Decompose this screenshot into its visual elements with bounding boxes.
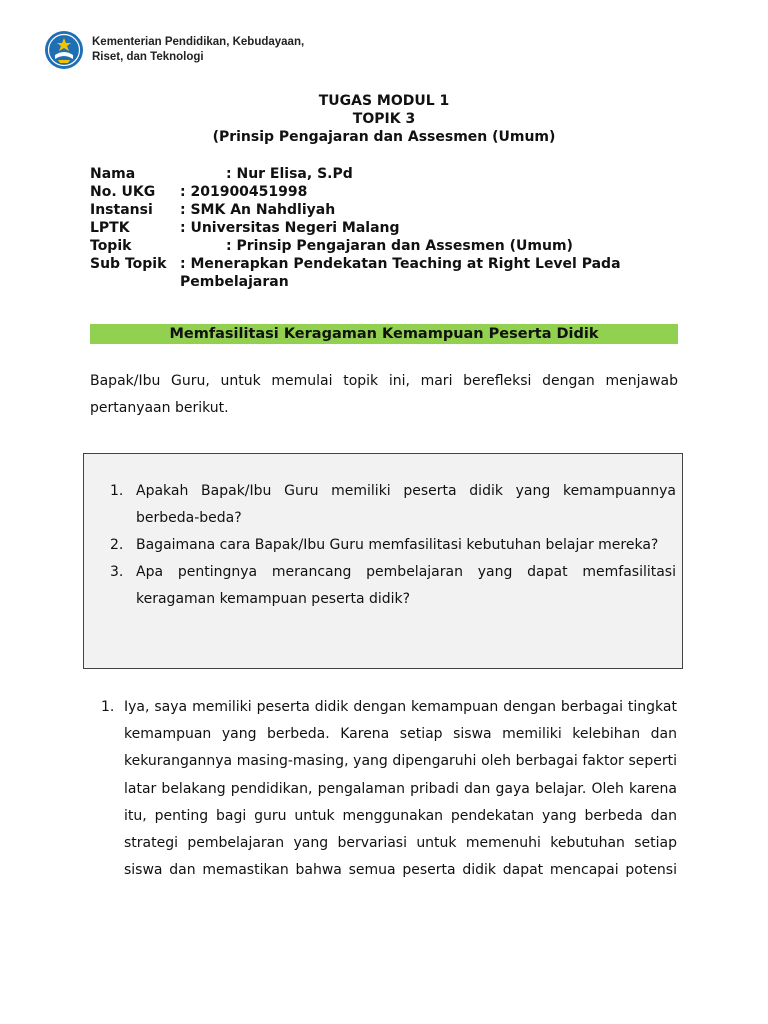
header <box>44 28 304 72</box>
info-value: : Menerapkan Pendekatan Teaching at Right Level Pada Pembelajaran <box>180 256 621 290</box>
list-number: 1. <box>110 483 124 499</box>
info-value: : SMK An Nahdliyah <box>180 202 336 218</box>
question-box <box>83 453 683 669</box>
list-number: 3. <box>110 564 124 580</box>
question-text: Apakah Bapak/Ibu Guru memiliki peserta didik yang kemampuannya berbeda-beda? <box>136 483 676 526</box>
info-label: No. UKG <box>90 184 156 200</box>
info-label: Nama <box>90 166 136 182</box>
info-row-no-ukg <box>90 183 670 201</box>
section-banner: Memfasilitasi Keragaman Kemampuan Peserta Didik <box>90 324 678 344</box>
list-item <box>110 532 676 559</box>
title-line-1: TUGAS MODUL 1 <box>318 93 450 109</box>
list-number: 1. <box>101 699 115 715</box>
kemendikbud-logo-icon <box>44 28 84 72</box>
answer-text: Iya, saya memiliki peserta didik dengan kemampuan dengan berbagai tingkat kemampuan yang berbeda. Karena setiap siswa memiliki kelebihan dan kekurangannya masing-masing, yang dipengaruhi oleh berbagai faktor seperti latar belakang pendidikan, pengalaman pribadi dan gaya belajar. Oleh karena itu, penting bagi guru untuk menggunakan pendekatan yang berbeda dan strategi pembelajaran yang bervariasi untuk memenuhi kebutuhan setiap siswa dan memastikan bahwa semua peserta didik dapat mencapai potensi <box>124 699 677 879</box>
list-number: 2. <box>110 537 124 553</box>
question-text: Apa pentingnya merancang pembelajaran yang dapat memfasilitasi keragaman kemampuan peserta didik? <box>136 564 676 607</box>
question-list <box>110 478 676 613</box>
info-label: LPTK <box>90 220 130 236</box>
info-value: : Universitas Negeri Malang <box>180 220 400 236</box>
intro-paragraph: Bapak/Ibu Guru, untuk memulai topik ini, mari berefleksi dengan menjawab pertanyaan berikut. <box>90 373 678 416</box>
document-title <box>0 92 768 146</box>
title-line-2: TOPIK 3 <box>352 111 416 127</box>
question-text: Bagaimana cara Bapak/Ibu Guru memfasilitasi kebutuhan belajar mereka? <box>136 537 659 553</box>
list-item <box>110 478 676 532</box>
info-value: : 201900451998 <box>180 184 308 200</box>
list-item <box>110 559 676 613</box>
org-line-2: Riset, dan Teknologi <box>92 51 204 63</box>
info-label: Sub Topik <box>90 256 167 272</box>
info-row-sub-topik <box>90 255 670 291</box>
info-label: Instansi <box>90 202 153 218</box>
list-item <box>101 694 677 884</box>
title-line-3: (Prinsip Pengajaran dan Assesmen (Umum) <box>212 129 556 145</box>
info-row-instansi <box>90 201 670 219</box>
org-line-1: Kementerian Pendidikan, Kebudayaan, <box>92 36 305 48</box>
info-value: : Nur Elisa, S.Pd <box>226 166 353 182</box>
info-row-lptk <box>90 219 670 237</box>
info-label: Topik <box>90 238 132 254</box>
organization-name <box>92 35 304 65</box>
info-row-nama <box>90 165 670 183</box>
info-row-topik <box>90 237 670 255</box>
identity-info <box>90 165 670 291</box>
answer-list <box>101 694 677 884</box>
info-value: : Prinsip Pengajaran dan Assesmen (Umum) <box>226 238 573 254</box>
